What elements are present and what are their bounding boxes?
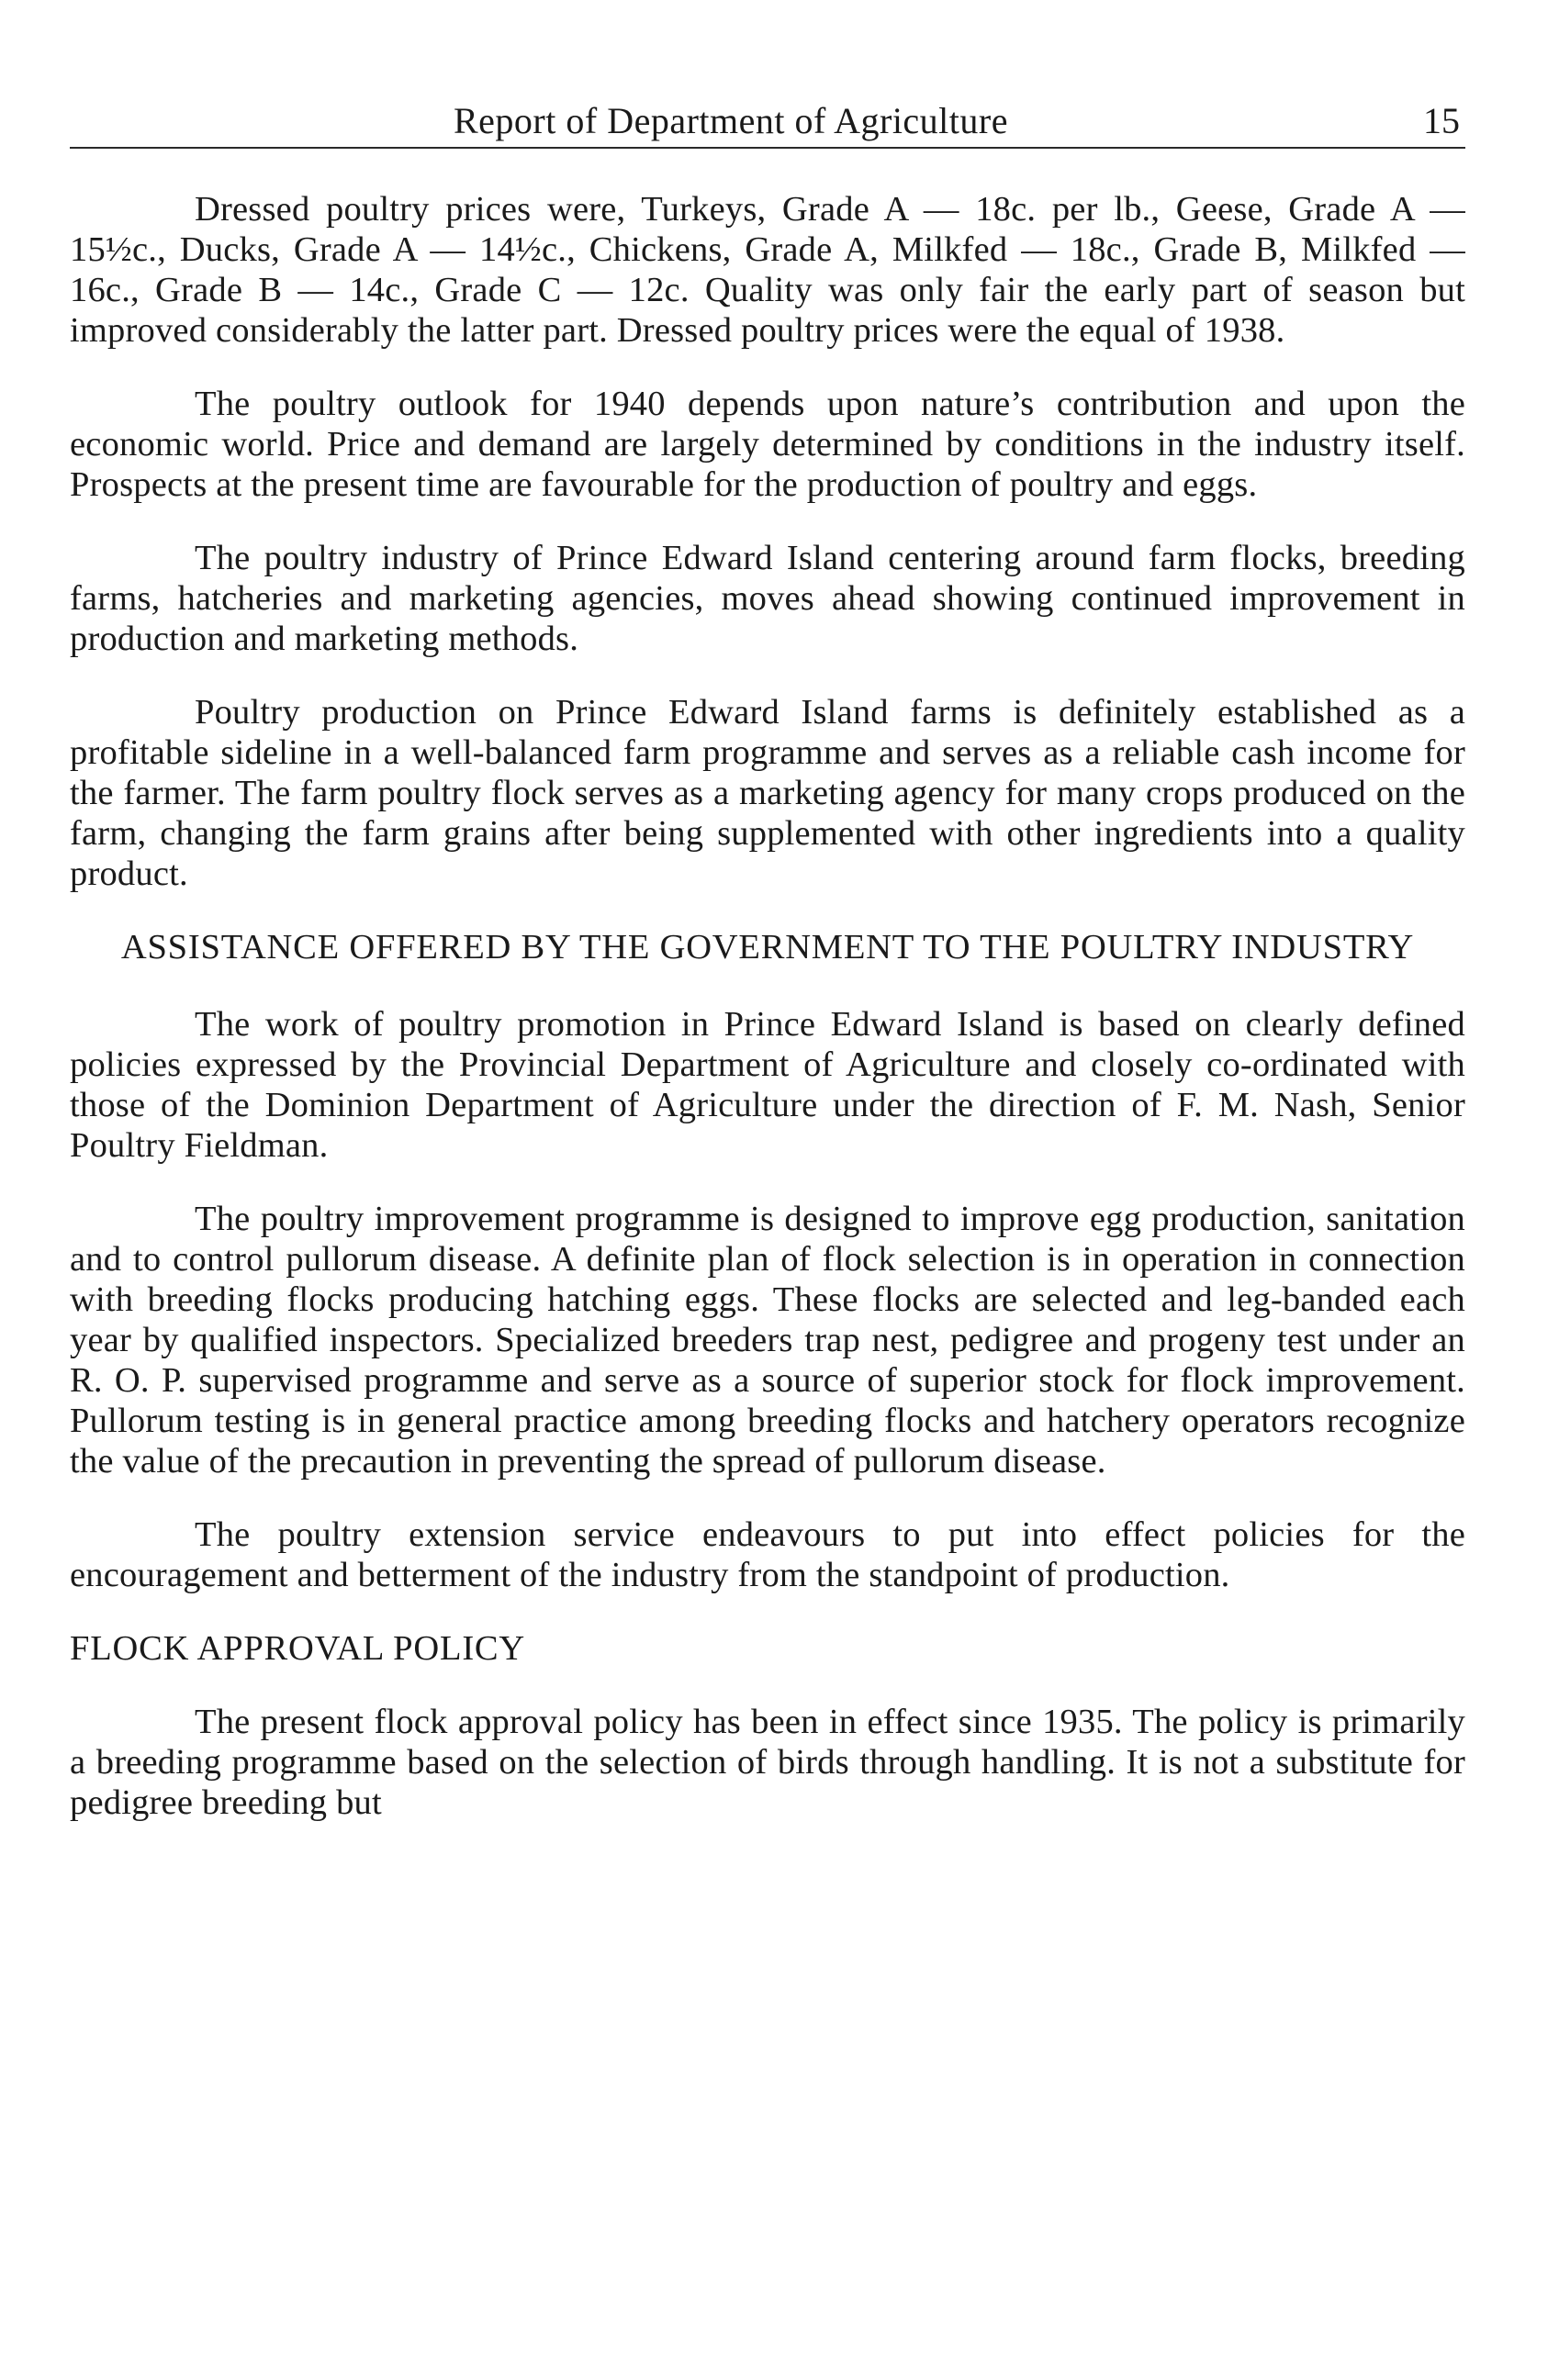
paragraph-flock-approval: The present flock approval policy has been in effect since 1935. The policy is primarily a breeding programme based on the selection of birds through handling. It is not a substitute for pedigree breeding but xyxy=(70,1703,1465,1822)
paragraph-extension-service: The poultry extension service endeavours to put into effect policies for the encouragement and betterment of the industry from the standpoint of production. xyxy=(70,1515,1465,1594)
page-number: 15 xyxy=(1423,100,1460,141)
body-text xyxy=(70,189,1465,1856)
running-header xyxy=(70,95,1465,149)
paragraph-poultry-industry: The poultry industry of Prince Edward Island centering around farm flocks, breeding farms, hatcheries and marketing agencies, moves ahead showing continued improvement in production and marketing methods. xyxy=(70,539,1465,658)
running-title: Report of Department of Agriculture xyxy=(454,100,1008,141)
section-heading-government-assistance: ASSISTANCE OFFERED BY THE GOVERNMENT TO THE POULTRY INDUSTRY xyxy=(120,928,1415,967)
paragraph-poultry-production: Poultry production on Prince Edward Island farms is definitely established as a profitable sideline in a well-balanced farm programme and serves as a reliable cash income for the farmer. The farm poultry flock serves as a marketing agency for many crops produced on the farm, changing the farm grains after being supplemented with other ingredients into a quality product. xyxy=(70,693,1465,893)
paragraph-improvement-programme: The poultry improvement programme is designed to improve egg production, sanitation and to control pullorum disease. A definite plan of flock selection is in operation in connection with breeding flocks producing hatching eggs. These flocks are selected and leg-banded each year by qualified inspectors. Specialized breeders trap nest, pedigree and progeny test under an R. O. P. supervised programme and serve as a source of superior stock for flock improvement. Pullorum testing is in general practice among breeding flocks and hatchery operators recognize the value of the precaution in preventing the spread of pullorum disease. xyxy=(70,1200,1465,1481)
paragraph-poultry-prices: Dressed poultry prices were, Turkeys, Grade A — 18c. per lb., Geese, Grade A — 15½c., Ducks, Grade A — 14½c., Chickens, Grade A, Milkfed — 18c., Grade B, Milkfed — 16c., Grade B — 14c., Grade C — 12c. Quality was only fair the early part of season but improved considerably the latter part. Dressed poultry prices were the equal of 1938. xyxy=(70,190,1465,350)
paragraph-poultry-outlook: The poultry outlook for 1940 depends upon nature’s contribution and upon the economic world. Price and demand are largely determined by conditions in the industry itself. Prospects at the present time are favourable for the production of poultry and eggs. xyxy=(70,385,1465,504)
paragraph-poultry-promotion: The work of poultry promotion in Prince Edward Island is based on clearly defined policies expressed by the Provincial Department of Agriculture and closely co-ordinated with those of the Dominion Department of Agriculture under the direction of F. M. Nash, Senior Poultry Fieldman. xyxy=(70,1005,1465,1165)
section-heading-flock-approval: FLOCK APPROVAL POLICY xyxy=(70,1629,526,1668)
